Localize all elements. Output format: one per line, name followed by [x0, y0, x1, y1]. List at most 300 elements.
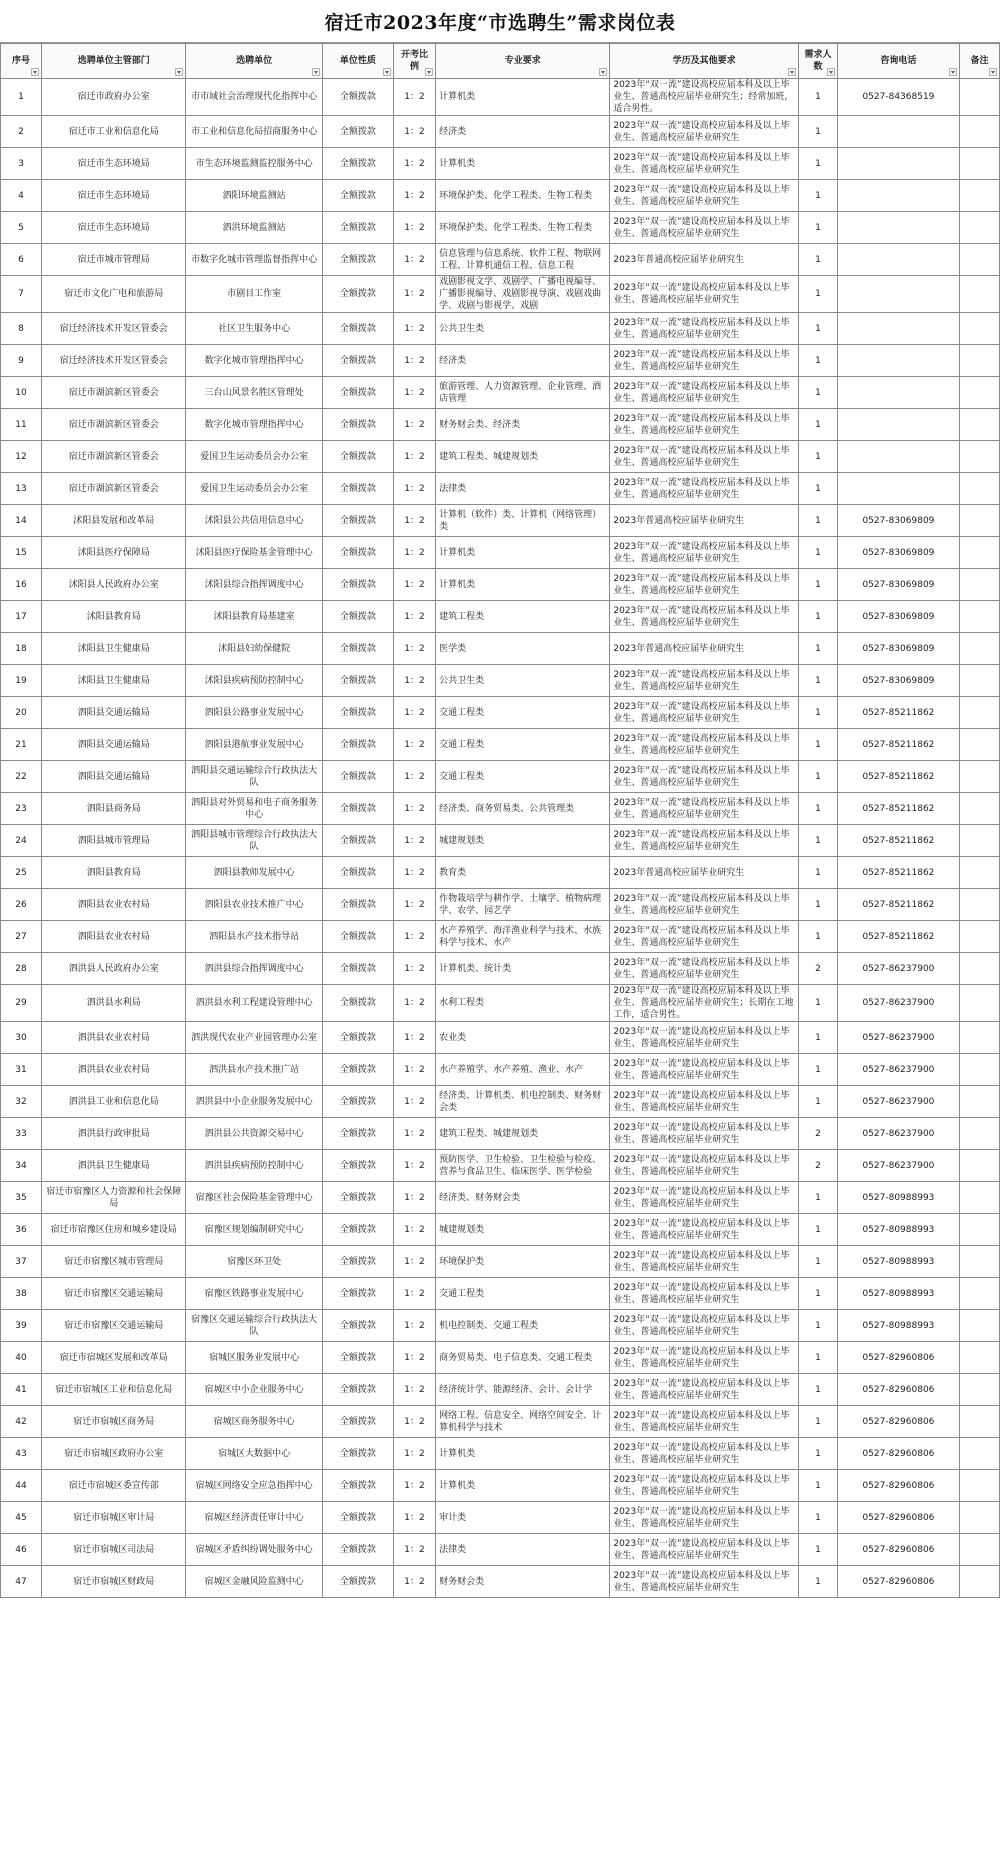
- cell-unit: 泗洪环境监测站: [186, 212, 323, 244]
- cell-nature: 全额拨款: [322, 1214, 393, 1246]
- cell-index: 5: [1, 212, 42, 244]
- cell-count: 1: [799, 505, 838, 537]
- cell-count: 1: [799, 921, 838, 953]
- cell-unit: 宿城区中小企业服务中心: [186, 1374, 323, 1406]
- table-row: [1, 1310, 1000, 1342]
- cell-count: 1: [799, 1566, 838, 1598]
- cell-unit: 爱国卫生运动委员会办公室: [186, 441, 323, 473]
- table-row: [1, 1278, 1000, 1310]
- cell-ratio: 1：2: [393, 1118, 435, 1150]
- filter-dropdown-icon[interactable]: [827, 68, 835, 76]
- cell-count: 1: [799, 633, 838, 665]
- cell-remarks: [959, 761, 999, 793]
- table-row: [1, 244, 1000, 276]
- table-row: [1, 857, 1000, 889]
- cell-count: 1: [799, 729, 838, 761]
- cell-nature: 全额拨款: [322, 1086, 393, 1118]
- table-row: [1, 1214, 1000, 1246]
- cell-index: 28: [1, 953, 42, 985]
- cell-ratio: 1：2: [393, 793, 435, 825]
- cell-unit: 市剧目工作室: [186, 276, 323, 313]
- cell-phone: 0527-85211862: [837, 793, 959, 825]
- cell-ratio: 1：2: [393, 697, 435, 729]
- cell-unit: 宿豫区交通运输综合行政执法大队: [186, 1310, 323, 1342]
- filter-dropdown-icon[interactable]: [175, 68, 183, 76]
- cell-count: 1: [799, 825, 838, 857]
- table-row: [1, 1246, 1000, 1278]
- cell-education: 2023年“双一流”建设高校应届本科及以上毕业生、普通高校应届毕业研究生: [610, 441, 799, 473]
- cell-remarks: [959, 1438, 999, 1470]
- filter-dropdown-icon[interactable]: [312, 68, 320, 76]
- cell-nature: 全额拨款: [322, 345, 393, 377]
- cell-nature: 全额拨款: [322, 473, 393, 505]
- cell-ratio: 1：2: [393, 1534, 435, 1566]
- cell-ratio: 1：2: [393, 985, 435, 1022]
- cell-ratio: 1：2: [393, 1246, 435, 1278]
- filter-dropdown-icon[interactable]: [788, 68, 796, 76]
- cell-phone: 0527-86237900: [837, 1054, 959, 1086]
- cell-count: 2: [799, 1150, 838, 1182]
- cell-education: 2023年“双一流”建设高校应届本科及以上毕业生、普通高校应届毕业研究生: [610, 953, 799, 985]
- cell-education: 2023年“双一流”建设高校应届本科及以上毕业生、普通高校应届毕业研究生: [610, 1534, 799, 1566]
- cell-index: 19: [1, 665, 42, 697]
- cell-index: 26: [1, 889, 42, 921]
- table-row: [1, 505, 1000, 537]
- cell-unit: 爱国卫生运动委员会办公室: [186, 473, 323, 505]
- cell-education: 2023年普通高校应届毕业研究生: [610, 857, 799, 889]
- cell-department: 泗阳县农业农村局: [42, 921, 186, 953]
- cell-phone: [837, 345, 959, 377]
- cell-major: 计算机类: [436, 1438, 610, 1470]
- cell-department: 宿迁市生态环境局: [42, 148, 186, 180]
- header-col-index: [1, 44, 42, 79]
- cell-department: 泗洪县卫生健康局: [42, 1150, 186, 1182]
- cell-department: 沭阳县卫生健康局: [42, 633, 186, 665]
- cell-major: 建筑工程类、城建规划类: [436, 441, 610, 473]
- cell-nature: 全额拨款: [322, 569, 393, 601]
- cell-department: 宿迁市湖滨新区管委会: [42, 441, 186, 473]
- cell-major: 财务财会类、经济类: [436, 409, 610, 441]
- header-col-remarks: [959, 44, 999, 79]
- table-row: [1, 697, 1000, 729]
- cell-nature: 全额拨款: [322, 697, 393, 729]
- cell-phone: [837, 180, 959, 212]
- cell-nature: 全额拨款: [322, 1054, 393, 1086]
- table-row: [1, 1342, 1000, 1374]
- cell-ratio: 1：2: [393, 569, 435, 601]
- cell-education: 2023年“双一流”建设高校应届本科及以上毕业生、普通高校应届毕业研究生: [610, 1182, 799, 1214]
- cell-nature: 全额拨款: [322, 857, 393, 889]
- cell-major: 审计类: [436, 1502, 610, 1534]
- cell-phone: 0527-82960806: [837, 1342, 959, 1374]
- cell-nature: 全额拨款: [322, 1438, 393, 1470]
- cell-index: 36: [1, 1214, 42, 1246]
- cell-education: 2023年“双一流”建设高校应届本科及以上毕业生、普通高校应届毕业研究生: [610, 116, 799, 148]
- table-row: [1, 1086, 1000, 1118]
- cell-count: 1: [799, 313, 838, 345]
- table-row: [1, 1406, 1000, 1438]
- cell-major: 经济类: [436, 116, 610, 148]
- cell-unit: 泗洪县中小企业服务发展中心: [186, 1086, 323, 1118]
- cell-unit: 泗洪县公共资源交易中心: [186, 1118, 323, 1150]
- cell-index: 45: [1, 1502, 42, 1534]
- header-label: 需求人数: [804, 50, 832, 72]
- table-row: [1, 1022, 1000, 1054]
- cell-remarks: [959, 313, 999, 345]
- cell-index: 23: [1, 793, 42, 825]
- cell-remarks: [959, 1374, 999, 1406]
- cell-index: 46: [1, 1534, 42, 1566]
- cell-phone: 0527-83069809: [837, 633, 959, 665]
- cell-unit: 泗阳县交通运输综合行政执法大队: [186, 761, 323, 793]
- cell-remarks: [959, 1150, 999, 1182]
- header-col-unit: [186, 44, 323, 79]
- cell-nature: 全额拨款: [322, 1246, 393, 1278]
- cell-count: 1: [799, 148, 838, 180]
- cell-ratio: 1：2: [393, 212, 435, 244]
- cell-unit: 宿城区网络安全应急指挥中心: [186, 1470, 323, 1502]
- cell-education: 2023年“双一流”建设高校应届本科及以上毕业生、普通高校应届毕业研究生: [610, 345, 799, 377]
- cell-phone: [837, 473, 959, 505]
- cell-ratio: 1：2: [393, 1086, 435, 1118]
- cell-education: 2023年“双一流”建设高校应届本科及以上毕业生、普通高校应届毕业研究生: [610, 1374, 799, 1406]
- cell-ratio: 1：2: [393, 633, 435, 665]
- cell-index: 14: [1, 505, 42, 537]
- cell-phone: 0527-86237900: [837, 985, 959, 1022]
- table-row: [1, 985, 1000, 1022]
- cell-major: 经济类、商务贸易类、公共管理类: [436, 793, 610, 825]
- cell-ratio: 1：2: [393, 441, 435, 473]
- cell-phone: 0527-80988993: [837, 1310, 959, 1342]
- cell-major: 教育类: [436, 857, 610, 889]
- cell-education: 2023年“双一流”建设高校应届本科及以上毕业生、普通高校应届毕业研究生: [610, 1342, 799, 1374]
- cell-index: 20: [1, 697, 42, 729]
- cell-phone: [837, 377, 959, 409]
- cell-remarks: [959, 244, 999, 276]
- cell-major: 计算机类: [436, 537, 610, 569]
- cell-remarks: [959, 1502, 999, 1534]
- table-row: [1, 1534, 1000, 1566]
- cell-major: 计算机类: [436, 79, 610, 116]
- cell-nature: 全额拨款: [322, 1534, 393, 1566]
- cell-count: 1: [799, 569, 838, 601]
- cell-ratio: 1：2: [393, 1502, 435, 1534]
- cell-phone: 0527-80988993: [837, 1246, 959, 1278]
- header-label: 单位性质: [339, 56, 376, 66]
- cell-major: 商务贸易类、电子信息类、交通工程类: [436, 1342, 610, 1374]
- cell-major: 预防医学、卫生检验、卫生检验与检疫、营养与食品卫生、临床医学、医学检验: [436, 1150, 610, 1182]
- cell-major: 计算机类: [436, 148, 610, 180]
- filter-dropdown-icon[interactable]: [383, 68, 391, 76]
- cell-major: 环境保护类、化学工程类、生物工程类: [436, 212, 610, 244]
- cell-nature: 全额拨款: [322, 825, 393, 857]
- cell-unit: 宿城区矛盾纠纷调处服务中心: [186, 1534, 323, 1566]
- cell-major: 机电控制类、交通工程类: [436, 1310, 610, 1342]
- cell-remarks: [959, 441, 999, 473]
- cell-ratio: 1：2: [393, 1470, 435, 1502]
- table-row: [1, 1182, 1000, 1214]
- table-row: [1, 345, 1000, 377]
- header-label: 学历及其他要求: [672, 56, 736, 66]
- cell-nature: 全额拨款: [322, 1310, 393, 1342]
- cell-remarks: [959, 537, 999, 569]
- cell-education: 2023年“双一流”建设高校应届本科及以上毕业生、普通高校应届毕业研究生: [610, 665, 799, 697]
- cell-unit: 泗阳县教师发展中心: [186, 857, 323, 889]
- cell-unit: 市生态环境监测监控服务中心: [186, 148, 323, 180]
- filter-dropdown-icon[interactable]: [989, 68, 997, 76]
- cell-ratio: 1：2: [393, 889, 435, 921]
- cell-index: 25: [1, 857, 42, 889]
- header-label: 备注: [970, 56, 989, 66]
- cell-remarks: [959, 825, 999, 857]
- cell-count: 1: [799, 1374, 838, 1406]
- cell-index: 29: [1, 985, 42, 1022]
- cell-department: 泗阳县交通运输局: [42, 761, 186, 793]
- cell-ratio: 1：2: [393, 1406, 435, 1438]
- cell-unit: 宿豫区社会保险基金管理中心: [186, 1182, 323, 1214]
- cell-index: 47: [1, 1566, 42, 1598]
- cell-phone: 0527-85211862: [837, 697, 959, 729]
- cell-count: 1: [799, 1342, 838, 1374]
- cell-phone: [837, 276, 959, 313]
- table-row: [1, 1438, 1000, 1470]
- cell-nature: 全额拨款: [322, 505, 393, 537]
- cell-count: 1: [799, 1502, 838, 1534]
- cell-education: 2023年“双一流”建设高校应届本科及以上毕业生、普通高校应届毕业研究生: [610, 601, 799, 633]
- cell-department: 泗阳县交通运输局: [42, 729, 186, 761]
- cell-index: 44: [1, 1470, 42, 1502]
- cell-nature: 全额拨款: [322, 180, 393, 212]
- cell-remarks: [959, 1118, 999, 1150]
- cell-phone: 0527-82960806: [837, 1502, 959, 1534]
- cell-remarks: [959, 1022, 999, 1054]
- cell-major: 计算机类: [436, 569, 610, 601]
- cell-department: 泗洪县水利局: [42, 985, 186, 1022]
- cell-ratio: 1：2: [393, 473, 435, 505]
- cell-index: 35: [1, 1182, 42, 1214]
- cell-remarks: [959, 505, 999, 537]
- cell-count: 1: [799, 601, 838, 633]
- cell-remarks: [959, 473, 999, 505]
- cell-education: 2023年“双一流”建设高校应届本科及以上毕业生、普通高校应届毕业研究生: [610, 1214, 799, 1246]
- cell-nature: 全额拨款: [322, 1566, 393, 1598]
- cell-remarks: [959, 1470, 999, 1502]
- cell-education: 2023年“双一流”建设高校应届本科及以上毕业生、普通高校应届毕业研究生: [610, 1118, 799, 1150]
- cell-remarks: [959, 377, 999, 409]
- filter-dropdown-icon[interactable]: [31, 68, 39, 76]
- cell-nature: 全额拨款: [322, 1406, 393, 1438]
- cell-department: 宿迁市宿豫区交通运输局: [42, 1278, 186, 1310]
- cell-remarks: [959, 665, 999, 697]
- cell-major: 经济类、财务财会类: [436, 1182, 610, 1214]
- cell-remarks: [959, 633, 999, 665]
- cell-remarks: [959, 1214, 999, 1246]
- cell-education: 2023年“双一流”建设高校应届本科及以上毕业生、普通高校应届毕业研究生: [610, 1246, 799, 1278]
- cell-department: 宿迁市湖滨新区管委会: [42, 377, 186, 409]
- table-row: [1, 537, 1000, 569]
- cell-count: 1: [799, 1086, 838, 1118]
- cell-index: 43: [1, 1438, 42, 1470]
- cell-nature: 全额拨款: [322, 1022, 393, 1054]
- cell-remarks: [959, 1534, 999, 1566]
- cell-major: 作物栽培学与耕作学、土壤学、植物病理学、农学、园艺学: [436, 889, 610, 921]
- cell-education: 2023年“双一流”建设高校应届本科及以上毕业生、普通高校应届毕业研究生: [610, 729, 799, 761]
- table-row: [1, 276, 1000, 313]
- cell-phone: 0527-86237900: [837, 953, 959, 985]
- cell-remarks: [959, 212, 999, 244]
- cell-nature: 全额拨款: [322, 793, 393, 825]
- cell-ratio: 1：2: [393, 148, 435, 180]
- cell-education: 2023年“双一流”建设高校应届本科及以上毕业生、普通高校应届毕业研究生: [610, 1086, 799, 1118]
- table-row: [1, 825, 1000, 857]
- cell-education: 2023年“双一流”建设高校应届本科及以上毕业生、普通高校应届毕业研究生: [610, 473, 799, 505]
- cell-index: 13: [1, 473, 42, 505]
- cell-phone: [837, 212, 959, 244]
- cell-index: 15: [1, 537, 42, 569]
- cell-department: 宿迁市城市管理局: [42, 244, 186, 276]
- cell-education: 2023年普通高校应届毕业研究生: [610, 633, 799, 665]
- cell-count: 1: [799, 889, 838, 921]
- table-header: [1, 44, 1000, 79]
- cell-index: 9: [1, 345, 42, 377]
- table-row: [1, 1150, 1000, 1182]
- cell-index: 41: [1, 1374, 42, 1406]
- cell-count: 1: [799, 985, 838, 1022]
- cell-unit: 宿豫区环卫处: [186, 1246, 323, 1278]
- cell-count: 1: [799, 537, 838, 569]
- cell-department: 宿迁市宿城区政府办公室: [42, 1438, 186, 1470]
- cell-major: 交通工程类: [436, 761, 610, 793]
- filter-dropdown-icon[interactable]: [599, 68, 607, 76]
- cell-count: 1: [799, 116, 838, 148]
- cell-education: 2023年“双一流”建设高校应届本科及以上毕业生、普通高校应届毕业研究生: [610, 825, 799, 857]
- cell-department: 宿迁市宿豫区住房和城乡建设局: [42, 1214, 186, 1246]
- cell-unit: 泗洪县水利工程建设管理中心: [186, 985, 323, 1022]
- cell-major: 信息管理与信息系统、软件工程、物联网工程、计算机通信工程、信息工程: [436, 244, 610, 276]
- cell-count: 1: [799, 1022, 838, 1054]
- cell-education: 2023年“双一流”建设高校应届本科及以上毕业生、普通高校应届毕业研究生: [610, 377, 799, 409]
- cell-department: 泗洪县行政审批局: [42, 1118, 186, 1150]
- cell-remarks: [959, 921, 999, 953]
- cell-index: 40: [1, 1342, 42, 1374]
- cell-ratio: 1：2: [393, 409, 435, 441]
- cell-index: 39: [1, 1310, 42, 1342]
- cell-nature: 全额拨款: [322, 761, 393, 793]
- cell-unit: 沭阳县疾病预防控制中心: [186, 665, 323, 697]
- cell-index: 8: [1, 313, 42, 345]
- cell-unit: 沭阳县公共信用信息中心: [186, 505, 323, 537]
- cell-remarks: [959, 697, 999, 729]
- cell-count: 1: [799, 665, 838, 697]
- cell-remarks: [959, 1342, 999, 1374]
- table-row: [1, 180, 1000, 212]
- cell-major: 旅游管理、人力资源管理、企业管理、酒店管理: [436, 377, 610, 409]
- cell-nature: 全额拨款: [322, 633, 393, 665]
- cell-unit: 数字化城市管理指挥中心: [186, 409, 323, 441]
- cell-unit: 泗阳县城市管理综合行政执法大队: [186, 825, 323, 857]
- cell-nature: 全额拨款: [322, 537, 393, 569]
- cell-phone: 0527-83069809: [837, 505, 959, 537]
- cell-index: 38: [1, 1278, 42, 1310]
- table-row: [1, 409, 1000, 441]
- cell-ratio: 1：2: [393, 665, 435, 697]
- cell-department: 泗阳县交通运输局: [42, 697, 186, 729]
- cell-ratio: 1：2: [393, 313, 435, 345]
- cell-nature: 全额拨款: [322, 1502, 393, 1534]
- cell-nature: 全额拨款: [322, 377, 393, 409]
- header-label: 选聘单位: [236, 56, 273, 66]
- cell-phone: 0527-82960806: [837, 1406, 959, 1438]
- table-row: [1, 729, 1000, 761]
- cell-unit: 沭阳县综合指挥调度中心: [186, 569, 323, 601]
- cell-index: 12: [1, 441, 42, 473]
- cell-count: 1: [799, 1438, 838, 1470]
- cell-ratio: 1：2: [393, 1310, 435, 1342]
- table-row: [1, 793, 1000, 825]
- cell-major: 计算机类: [436, 1470, 610, 1502]
- cell-nature: 全额拨款: [322, 1182, 393, 1214]
- cell-department: 宿迁市政府办公室: [42, 79, 186, 116]
- cell-education: 2023年“双一流”建设高校应届本科及以上毕业生、普通高校应届毕业研究生: [610, 793, 799, 825]
- cell-major: 水利工程类: [436, 985, 610, 1022]
- filter-dropdown-icon[interactable]: [949, 68, 957, 76]
- cell-index: 32: [1, 1086, 42, 1118]
- cell-major: 水产养殖学、海洋渔业科学与技术、水族科学与技术、水产: [436, 921, 610, 953]
- table-row: [1, 1054, 1000, 1086]
- cell-education: 2023年“双一流”建设高校应届本科及以上毕业生、普通高校应届毕业研究生: [610, 1022, 799, 1054]
- cell-department: 宿迁市宿城区财政局: [42, 1566, 186, 1598]
- cell-index: 42: [1, 1406, 42, 1438]
- cell-education: 2023年“双一流”建设高校应届本科及以上毕业生、普通高校应届毕业研究生: [610, 148, 799, 180]
- cell-count: 1: [799, 761, 838, 793]
- cell-remarks: [959, 729, 999, 761]
- cell-nature: 全额拨款: [322, 116, 393, 148]
- cell-remarks: [959, 1278, 999, 1310]
- cell-count: 1: [799, 1054, 838, 1086]
- table-row: [1, 1502, 1000, 1534]
- cell-phone: 0527-82960806: [837, 1534, 959, 1566]
- cell-department: 宿迁市宿城区商务局: [42, 1406, 186, 1438]
- cell-count: 1: [799, 857, 838, 889]
- cell-major: 经济类、计算机类、机电控制类、财务财会类: [436, 1086, 610, 1118]
- header-row: [1, 44, 1000, 79]
- filter-dropdown-icon[interactable]: [425, 68, 433, 76]
- cell-remarks: [959, 276, 999, 313]
- cell-unit: 沭阳县教育局基建室: [186, 601, 323, 633]
- cell-nature: 全额拨款: [322, 729, 393, 761]
- cell-major: 建筑工程类: [436, 601, 610, 633]
- cell-index: 24: [1, 825, 42, 857]
- cell-ratio: 1：2: [393, 1566, 435, 1598]
- cell-major: 城建规划类: [436, 825, 610, 857]
- cell-major: 交通工程类: [436, 697, 610, 729]
- table-body: [1, 79, 1000, 1598]
- cell-major: 公共卫生类: [436, 313, 610, 345]
- cell-phone: 0527-82960806: [837, 1374, 959, 1406]
- cell-count: 1: [799, 1182, 838, 1214]
- table-row: [1, 1566, 1000, 1598]
- cell-unit: 市数字化城市管理监督指挥中心: [186, 244, 323, 276]
- cell-department: 宿迁市宿豫区交通运输局: [42, 1310, 186, 1342]
- cell-unit: 泗阳县港航事业发展中心: [186, 729, 323, 761]
- cell-education: 2023年“双一流”建设高校应届本科及以上毕业生、普通高校应届毕业研究生: [610, 697, 799, 729]
- cell-department: 宿迁市宿城区委宣传部: [42, 1470, 186, 1502]
- cell-unit: 数字化城市管理指挥中心: [186, 345, 323, 377]
- table-row: [1, 473, 1000, 505]
- cell-remarks: [959, 180, 999, 212]
- cell-major: 交通工程类: [436, 729, 610, 761]
- cell-count: 1: [799, 1278, 838, 1310]
